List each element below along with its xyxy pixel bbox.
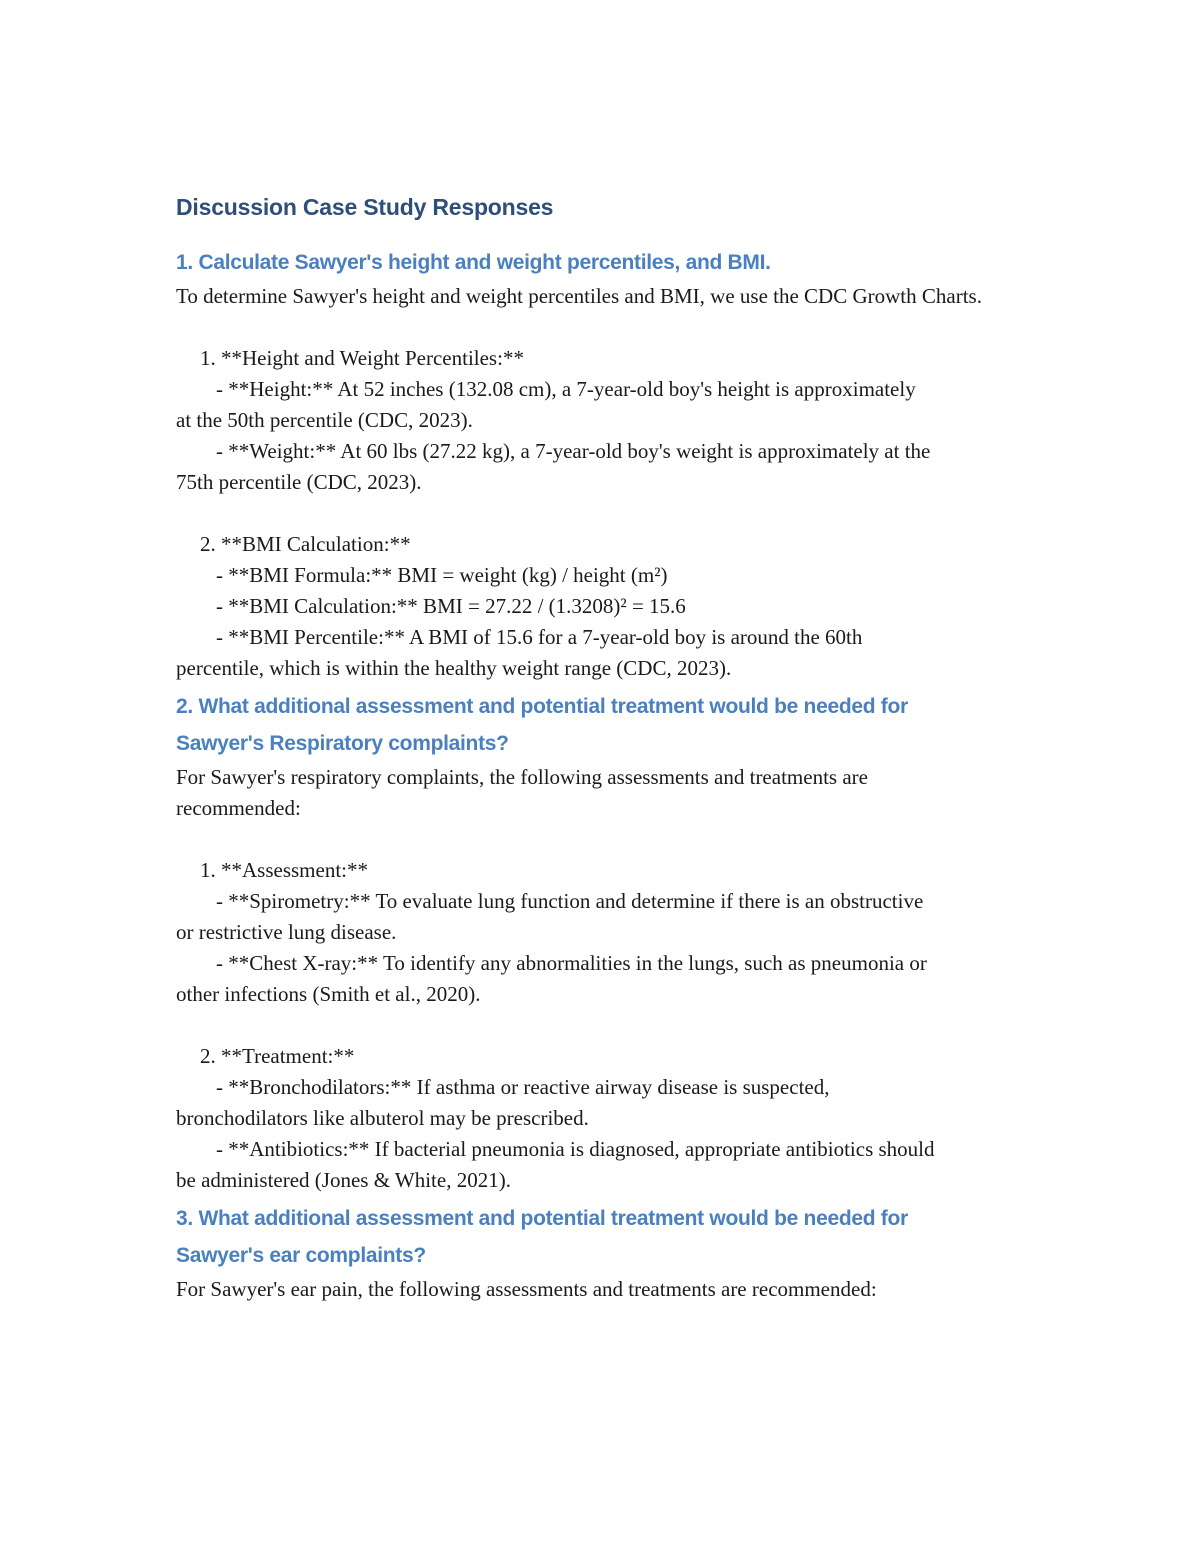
q1-bmi-calculation: - **BMI Calculation:** BMI = 27.22 / (1.3208)² = 15.6 <box>216 594 686 618</box>
question-2-intro: For Sawyer's respiratory complaints, the following assessments and treatments are <box>176 765 868 789</box>
q2-spirometry-line: - **Spirometry:** To evaluate lung function and determine if there is an obstructive <box>216 889 924 913</box>
question-2-heading-cont: Sawyer's Respiratory complaints? <box>176 732 509 755</box>
q1-weight-line: - **Weight:** At 60 lbs (27.22 kg), a 7-year-old boy's weight is approximately at the <box>216 439 931 463</box>
q2-bronchodilators-line-cont: bronchodilators like albuterol may be prescribed. <box>176 1106 589 1130</box>
q1-weight-line-cont: 75th percentile (CDC, 2023). <box>176 470 422 494</box>
q1-bmi-formula: - **BMI Formula:** BMI = weight (kg) / height (m²) <box>216 563 668 587</box>
q2-item2-title: 2. **Treatment:** <box>200 1044 355 1068</box>
question-2-heading: 2. What additional assessment and potential treatment would be needed for <box>176 695 908 718</box>
q1-height-line: - **Height:** At 52 inches (132.08 cm), a 7-year-old boy's height is approximately <box>216 377 916 401</box>
document-content <box>176 190 1036 1305</box>
question-3-heading: 3. What additional assessment and potential treatment would be needed for <box>176 1207 908 1230</box>
q1-item1-title: 1. **Height and Weight Percentiles:** <box>200 346 524 370</box>
q2-antibiotics-line: - **Antibiotics:** If bacterial pneumonia is diagnosed, appropriate antibiotics should <box>216 1137 935 1161</box>
q2-spirometry-line-cont: or restrictive lung disease. <box>176 920 397 944</box>
q2-bronchodilators-line: - **Bronchodilators:** If asthma or reactive airway disease is suspected, <box>216 1075 830 1099</box>
question-1-heading: 1. Calculate Sawyer's height and weight percentiles, and BMI. <box>176 251 771 274</box>
q2-antibiotics-line-cont: be administered (Jones & White, 2021). <box>176 1168 511 1192</box>
question-3-intro: For Sawyer's ear pain, the following assessments and treatments are recommended: <box>176 1277 877 1301</box>
q2-xray-line: - **Chest X-ray:** To identify any abnormalities in the lungs, such as pneumonia or <box>216 951 927 975</box>
question-2-intro-cont: recommended: <box>176 796 301 820</box>
q1-bmi-percentile-cont: percentile, which is within the healthy weight range (CDC, 2023). <box>176 656 732 680</box>
document-title: Discussion Case Study Responses <box>176 194 554 220</box>
question-1-intro: To determine Sawyer's height and weight percentiles and BMI, we use the CDC Growth Charts. <box>176 284 982 308</box>
q1-item2-title: 2. **BMI Calculation:** <box>200 532 411 556</box>
q1-bmi-percentile: - **BMI Percentile:** A BMI of 15.6 for a 7-year-old boy is around the 60th <box>216 625 863 649</box>
q2-item1-title: 1. **Assessment:** <box>200 858 368 882</box>
question-3-heading-cont: Sawyer's ear complaints? <box>176 1244 426 1267</box>
q1-height-line-cont: at the 50th percentile (CDC, 2023). <box>176 408 473 432</box>
q2-xray-line-cont: other infections (Smith et al., 2020). <box>176 982 481 1006</box>
